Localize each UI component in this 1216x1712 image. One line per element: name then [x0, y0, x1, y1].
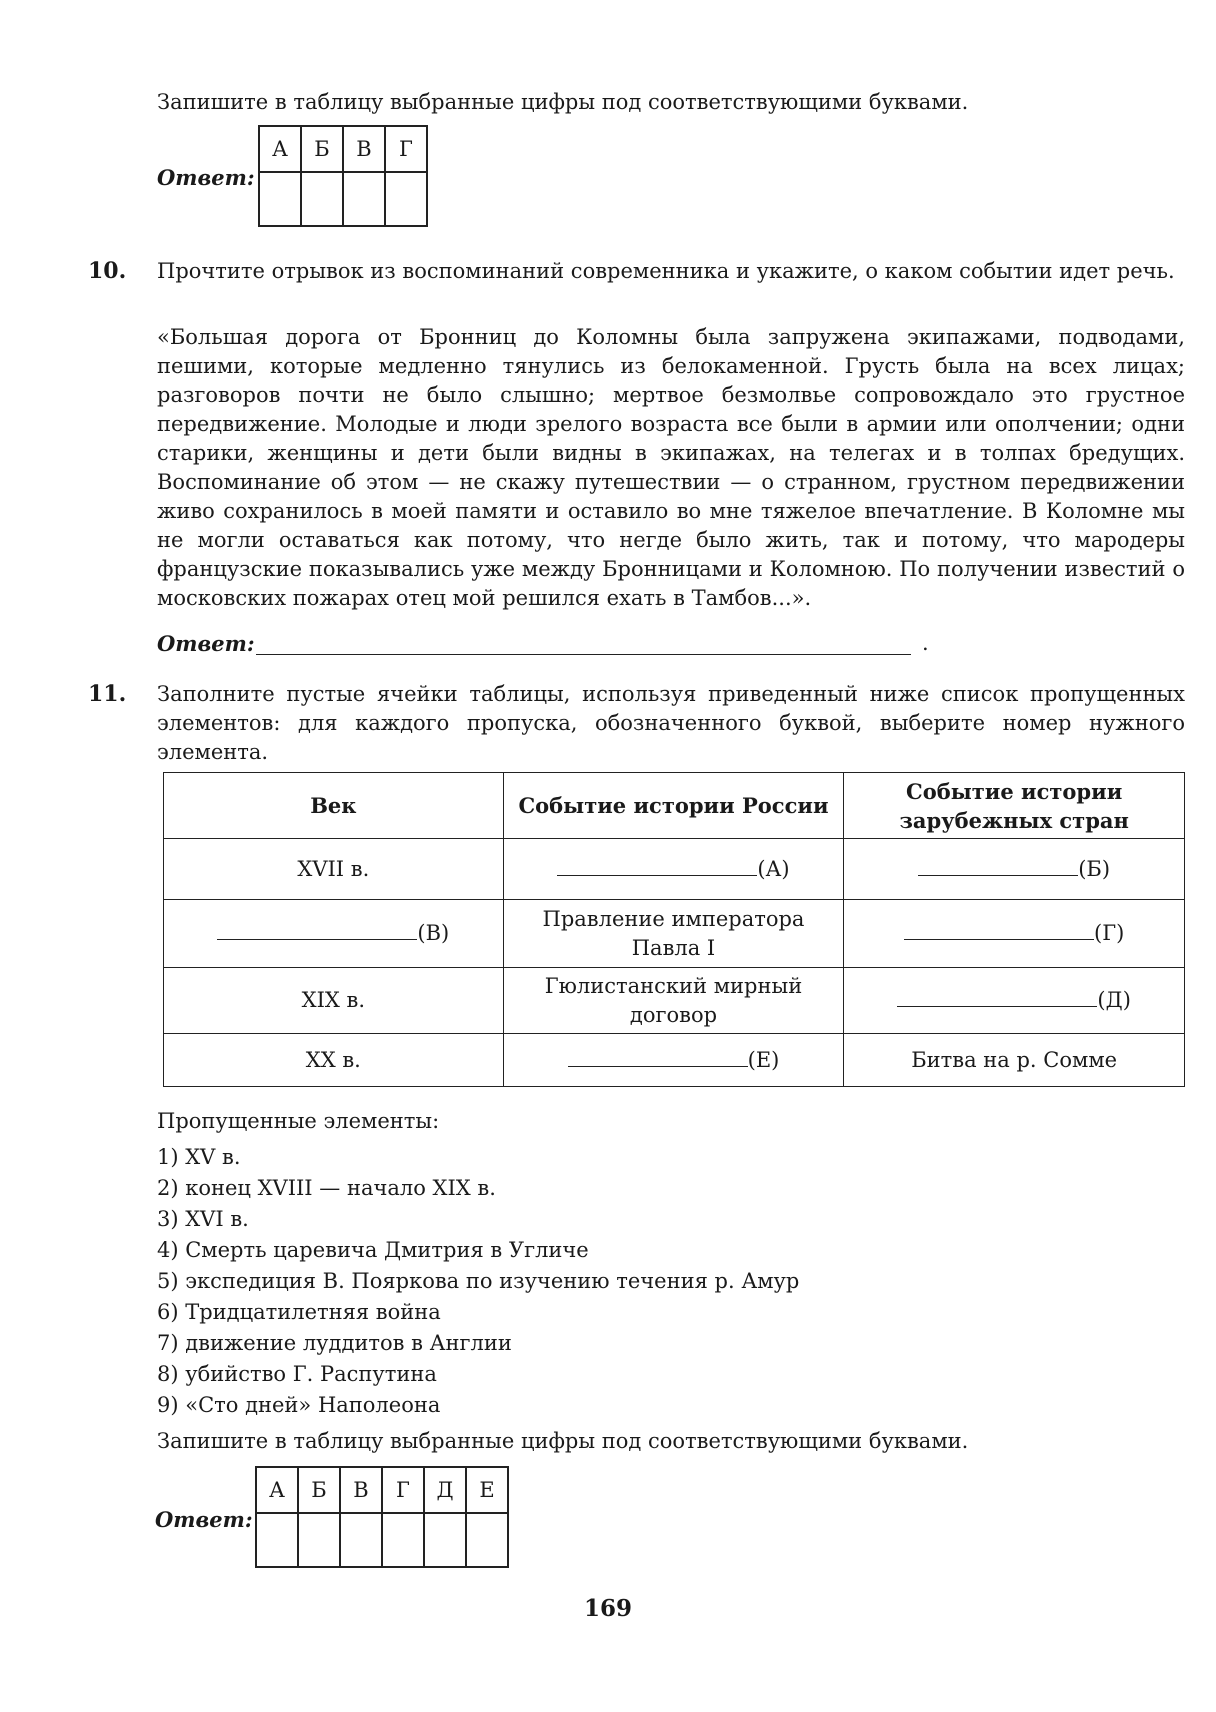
q11-instruction: Запишите в таблицу выбранные цифры под соответствующими буквами. — [157, 1429, 969, 1453]
answer-cell[interactable] — [259, 172, 301, 226]
answer-cell[interactable] — [382, 1513, 424, 1567]
q10-answer-label: Ответ: — [157, 631, 255, 656]
page-number: 169 — [583, 1595, 632, 1622]
q11-prompt: Заполните пустые ячейки таблицы, используя приведенный ниже список пропущенных элементов: для каждого пропуска, обозначенного буквой, выберите номер нужного элемента. — [157, 682, 1185, 764]
letter-v: В — [340, 1467, 382, 1513]
q11-number: 11. — [88, 681, 127, 707]
blank-line — [897, 986, 1097, 1007]
answer-cell[interactable] — [256, 1513, 298, 1567]
option-item: 9) «Сто дней» Наполеона — [157, 1393, 441, 1417]
header-century: Век — [164, 773, 504, 839]
cell-blank-v[interactable] — [164, 900, 504, 968]
letter-b: Б — [301, 126, 343, 172]
blank-line — [217, 919, 417, 940]
cell-century: XX в. — [164, 1034, 504, 1087]
cell-blank-e[interactable] — [503, 1034, 844, 1087]
answer-label-1: Ответ: — [157, 165, 255, 190]
q10-prompt: Прочтите отрывок из воспоминаний современника и укажите, о каком событии идет речь. — [157, 259, 1175, 283]
option-item: 8) убийство Г. Распутина — [157, 1362, 437, 1386]
cell-century: XIX в. — [164, 968, 504, 1034]
cell-blank-a[interactable] — [503, 839, 844, 900]
blank-line — [557, 855, 757, 876]
blank-line — [918, 855, 1078, 876]
blank-letter: (Б) — [1078, 856, 1111, 881]
header-russia: Событие истории России — [503, 773, 844, 839]
option-item: 6) Тридцатилетняя война — [157, 1300, 441, 1324]
option-item: 4) Смерть царевича Дмитрия в Угличе — [157, 1238, 589, 1262]
cell-blank-b[interactable] — [844, 839, 1185, 900]
q10-answer-input[interactable] — [256, 632, 911, 655]
blank-letter: (Г) — [1094, 921, 1125, 945]
letter-b: Б — [298, 1467, 340, 1513]
cell-blank-g[interactable] — [844, 900, 1185, 968]
header-foreign: Событие истории зарубежных стран — [844, 773, 1185, 839]
answer-label-2: Ответ: — [155, 1507, 253, 1532]
answer-cell[interactable] — [385, 172, 427, 226]
q10-answer-period: . — [922, 631, 929, 655]
answer-table-2 — [255, 1466, 509, 1568]
answer-cell[interactable] — [466, 1513, 508, 1567]
option-item: 2) конец XVIII — начало XIX в. — [157, 1176, 496, 1200]
blank-line — [568, 1046, 748, 1067]
top-instruction: Запишите в таблицу выбранные цифры под соответствующими буквами. — [157, 90, 969, 114]
q10-quote: «Большая дорога от Бронниц до Коломны была запружена экипажами, подводами, пешими, которые медленно тянулись из белокаменной. Грусть была на всех лицах; разговоров почти не было слышно; мертвое безмолвье сопровождало это грустное передвижение. Молодые и люди зрелого возраста все были в армии или ополчении; одни старики, женщины и дети были видны в экипажах, на телегах и в толпах бредущих. Воспоминание об этом — не скажу путешествии — о странном, грустном передвижении живо сохранилось в моей памяти и оставило во мне тяжелое впечатление. В Коломне мы не могли оставаться как потому, что негде было жить, так и потому, что мародеры французские показывались уже между Бронницами и Коломною. По получении известий о московских пожарах отец мой решился ехать в Тамбов...». — [157, 325, 1185, 610]
cell-foreign-event: Битва на р. Сомме — [844, 1034, 1185, 1087]
blank-letter: (А) — [757, 856, 790, 881]
missing-title: Пропущенные элементы: — [157, 1109, 440, 1133]
blank-letter: (В) — [417, 921, 450, 945]
answer-cell[interactable] — [424, 1513, 466, 1567]
cell-russia-event: Правление императора Павла I — [503, 900, 844, 968]
option-item: 1) XV в. — [157, 1145, 241, 1169]
events-table — [163, 772, 1185, 1087]
letter-a: А — [259, 126, 301, 172]
letter-a: А — [256, 1467, 298, 1513]
q10-number: 10. — [88, 258, 127, 284]
option-item: 7) движение луддитов в Англии — [157, 1331, 512, 1355]
answer-cell[interactable] — [298, 1513, 340, 1567]
blank-line — [904, 919, 1094, 940]
answer-cell[interactable] — [301, 172, 343, 226]
options-list — [157, 1142, 799, 1421]
cell-russia-event: Гюлистанский мирный договор — [503, 968, 844, 1034]
cell-blank-d[interactable] — [844, 968, 1185, 1034]
answer-cell[interactable] — [343, 172, 385, 226]
cell-century: XVII в. — [164, 839, 504, 900]
blank-letter: (Д) — [1097, 988, 1131, 1012]
letter-v: В — [343, 126, 385, 172]
option-item: 3) XVI в. — [157, 1207, 249, 1231]
letter-e: Е — [466, 1467, 508, 1513]
blank-letter: (Е) — [747, 1047, 780, 1072]
answer-cell[interactable] — [340, 1513, 382, 1567]
letter-g: Г — [385, 126, 427, 172]
option-item: 5) экспедиция В. Пояркова по изучению течения р. Амур — [157, 1269, 800, 1293]
letter-d: Д — [424, 1467, 466, 1513]
answer-table-1 — [258, 125, 428, 227]
letter-g: Г — [382, 1467, 424, 1513]
